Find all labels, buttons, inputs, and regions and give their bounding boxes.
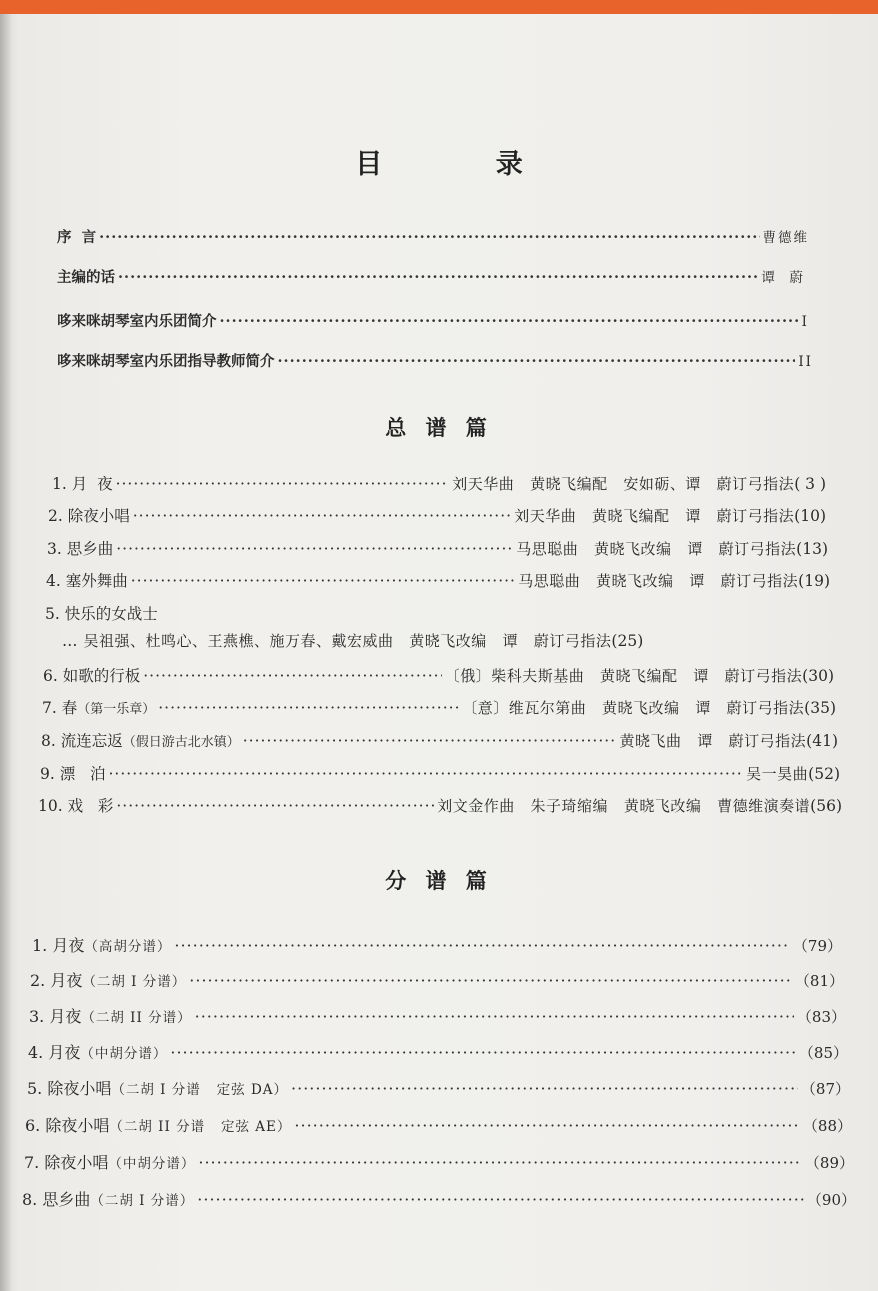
entry-subtitle: （高胡分谱）: [84, 939, 172, 955]
section-heading-score: 总 谱 篇: [385, 415, 493, 440]
entry-subtitle: （二胡 I 分谱）: [90, 1193, 195, 1209]
toc-entry-preface: [57, 226, 809, 247]
entry-label: 10. 戏 彩: [38, 797, 114, 815]
entry-credits: 刘天华曲 黄晓飞编配 谭 蔚订弓指法: [514, 507, 795, 525]
entry-page: （89）: [804, 1154, 854, 1172]
leader-dots: [189, 971, 792, 990]
entry-label: 8. 流连忘返: [41, 732, 123, 750]
parts-entry-5: [27, 1076, 850, 1099]
entry-page: (25): [611, 632, 644, 650]
entry-credits: 吴一昊曲: [746, 765, 809, 783]
leader-dots: [133, 507, 512, 525]
entry-page: I: [801, 314, 809, 330]
entry-page: (13): [796, 540, 828, 558]
leader-dots: [99, 229, 759, 246]
entry-subtitle: （二胡 II 分谱）: [81, 1010, 192, 1026]
entry-label: 9. 漂 泊: [40, 765, 106, 783]
entry-label: 序 言: [57, 229, 97, 246]
entry-label: 1. 月 夜: [52, 475, 113, 493]
entry-credits: 马思聪曲 黄晓飞改编 谭 蔚订弓指法: [516, 540, 797, 558]
entry-subtitle: （中胡分谱）: [80, 1046, 168, 1062]
parts-entry-7: [24, 1150, 854, 1173]
entry-label: 2. 除夜小唱: [48, 507, 130, 525]
leader-dots: [118, 269, 758, 286]
entry-page: （87）: [800, 1080, 850, 1098]
parts-entry-6: [25, 1113, 852, 1136]
entry-credits: 〔俄〕柴科夫斯基曲 黄晓飞编配 谭 蔚订弓指法: [444, 667, 803, 685]
section-heading-parts: 分 谱 篇: [385, 868, 493, 893]
parts-entry-1: [32, 933, 842, 956]
entry-label: 6. 除夜小唱: [25, 1116, 110, 1135]
score-entry-10: [38, 794, 842, 816]
entry-label: 1. 月夜: [32, 936, 85, 955]
entry-credits: 马思聪曲 黄晓飞改编 谭 蔚订弓指法: [518, 572, 799, 590]
entry-label: 3. 月夜: [29, 1007, 82, 1026]
entry-label: 3. 思乡曲: [47, 540, 114, 558]
entry-label: 7. 春: [42, 699, 78, 717]
leader-dots: [291, 1079, 798, 1098]
entry-page: （88）: [802, 1117, 852, 1135]
leader-dots: [243, 732, 617, 750]
orange-cover-edge: [0, 0, 878, 14]
leader-dots: [143, 667, 442, 685]
leader-dots: [158, 699, 459, 717]
binding-shadow: [0, 14, 12, 1291]
entry-page: （85）: [798, 1044, 848, 1062]
book-page: [0, 14, 878, 1291]
score-entry-7: [42, 696, 836, 718]
entry-label: 5. 除夜小唱: [27, 1079, 112, 1098]
parts-entry-4: [28, 1040, 848, 1063]
entry-page: (30): [802, 667, 834, 685]
page-title: 目 录: [355, 149, 575, 180]
score-entry-3: [47, 537, 828, 559]
entry-subtitle: （第一乐章）: [77, 702, 156, 717]
parts-entry-2: [30, 968, 844, 991]
entry-subtitle: （二胡 I 分谱）: [82, 974, 187, 990]
entry-label: 6. 如歌的行板: [43, 667, 141, 685]
entry-page: (52): [808, 765, 840, 783]
entry-subtitle: （二胡 I 分谱 定弦 DA）: [111, 1082, 289, 1098]
toc-entry-orchestra-intro: [57, 310, 809, 331]
entry-label: 哆来咪胡琴室内乐团指导教师简介: [57, 353, 275, 370]
leader-dots: [195, 1007, 794, 1026]
leader-dots: [116, 475, 450, 493]
score-entry-2: [48, 504, 826, 526]
entry-author: 谭 蔚: [761, 270, 805, 286]
toc-entry-teachers-intro: [57, 350, 813, 371]
leader-dots: [294, 1116, 800, 1135]
score-entry-6: [43, 664, 834, 686]
entry-label: 哆来咪胡琴室内乐团简介: [57, 313, 217, 330]
entry-subtitle: （二胡 II 分谱 定弦 AE）: [109, 1119, 292, 1135]
entry-label: 2. 月夜: [30, 971, 83, 990]
entry-page: （83）: [796, 1008, 846, 1026]
entry-page: (41): [806, 732, 838, 750]
score-entry-9: [40, 762, 840, 784]
entry-page: (56): [810, 797, 842, 815]
leader-dots: [131, 572, 516, 590]
leader-dots: [198, 1153, 802, 1172]
leader-dots: [170, 1043, 796, 1062]
leader-dots: [116, 540, 513, 558]
score-entry-5-title: 5. 快乐的女战士: [45, 605, 158, 623]
leader-dots: [109, 765, 744, 783]
entry-label: 8. 思乡曲: [22, 1190, 91, 1209]
entry-credits: 刘文金作曲 朱子琦缩编 黄晓飞改编 曹德维演奏谱: [437, 797, 811, 815]
entry-page: (35): [804, 699, 836, 717]
entry-label: 4. 塞外舞曲: [46, 572, 128, 590]
entry-label: 7. 除夜小唱: [24, 1153, 109, 1172]
leader-dots: [174, 936, 790, 955]
entry-subtitle: （中胡分谱）: [108, 1156, 196, 1172]
parts-entry-8: [22, 1187, 856, 1210]
leader-dots: [116, 797, 434, 815]
entry-label: 主编的话: [57, 269, 115, 286]
entry-page: II: [798, 354, 813, 370]
score-entry-1: [52, 472, 826, 494]
score-entry-5: [62, 630, 832, 651]
leader-dots: [278, 353, 796, 370]
parts-entry-3: [29, 1004, 846, 1027]
entry-author: 曹德维: [762, 230, 809, 246]
entry-credits: 吴祖强、杜鸣心、王燕樵、施万春、戴宏威曲 黄晓飞改编 谭 蔚订弓指法: [83, 632, 612, 650]
entry-page: (10): [794, 507, 826, 525]
entry-page: （90）: [806, 1191, 856, 1209]
entry-label: 4. 月夜: [28, 1043, 81, 1062]
score-entry-8: [41, 729, 838, 751]
leader-dots: [220, 313, 799, 330]
entry-page: (19): [798, 572, 830, 590]
entry-page: （81）: [794, 972, 844, 990]
toc-entry-editor-note: [57, 266, 805, 287]
entry-page: （79）: [792, 937, 842, 955]
score-entry-4: [46, 569, 830, 591]
leader-dots: [197, 1190, 804, 1209]
entry-credits: 黄晓飞曲 谭 蔚订弓指法: [619, 732, 807, 750]
entry-credits: 刘天华曲 黄晓飞编配 安如砺、谭 蔚订弓指法: [452, 475, 795, 493]
entry-page: ( 3 ): [794, 475, 826, 493]
entry-label: …: [62, 632, 78, 650]
entry-subtitle: （假日游古北水镇）: [122, 735, 240, 750]
entry-credits: 〔意〕维瓦尔第曲 黄晓飞改编 谭 蔚订弓指法: [462, 699, 805, 717]
